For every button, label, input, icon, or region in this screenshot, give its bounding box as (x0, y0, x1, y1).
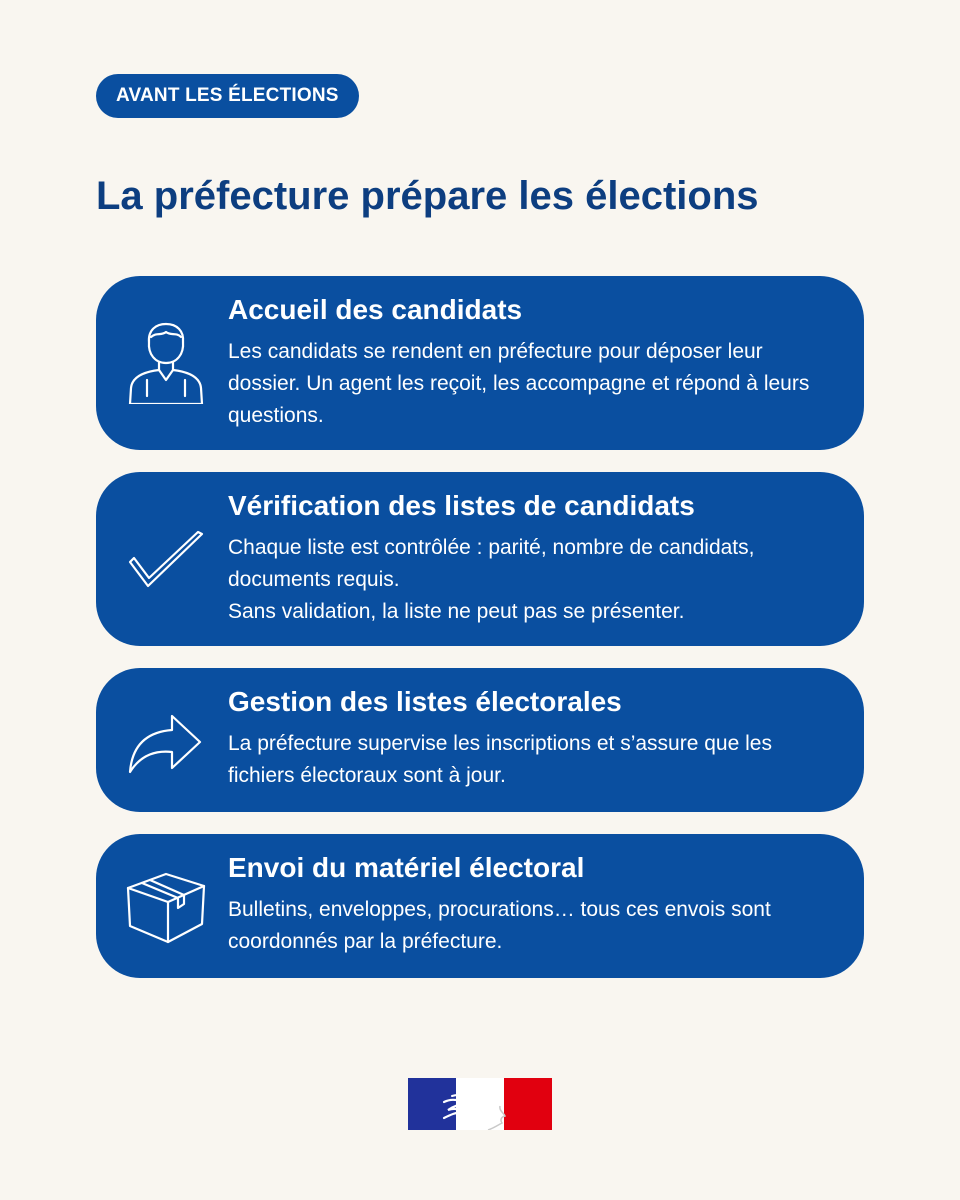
share-arrow-icon (124, 700, 208, 784)
card-title: Gestion des listes électorales (228, 686, 622, 717)
card-body: Les candidats se rendent en préfecture pour déposer leur dossier. Un agent les reçoit, les accompagne et répond à leurs questions. (228, 340, 810, 427)
person-icon (124, 320, 208, 404)
section-badge: AVANT LES ÉLECTIONS (96, 74, 359, 118)
card-accueil-candidats (96, 276, 864, 450)
card-body: Chaque liste est contrôlée : parité, nombre de candidats, documents requis. Sans validation, la liste ne peut pas se présenter. (228, 536, 755, 623)
package-box-icon (124, 864, 208, 948)
page-title: La préfecture prépare les élections (96, 174, 759, 218)
card-title: Envoi du matériel électoral (228, 852, 585, 883)
card-body: Bulletins, enveloppes, procurations… tous ces envois sont coordonnés par la préfecture. (228, 898, 771, 953)
card-body: La préfecture supervise les inscriptions et s’assure que les fichiers électoraux sont à jour. (228, 732, 772, 787)
marianne-logo (408, 1078, 552, 1130)
card-title: Vérification des listes de candidats (228, 490, 695, 521)
card-envoi-materiel (96, 834, 864, 978)
checkmark-icon (124, 518, 208, 602)
card-verification-listes (96, 472, 864, 646)
card-title: Accueil des candidats (228, 294, 523, 325)
card-gestion-listes (96, 668, 864, 812)
